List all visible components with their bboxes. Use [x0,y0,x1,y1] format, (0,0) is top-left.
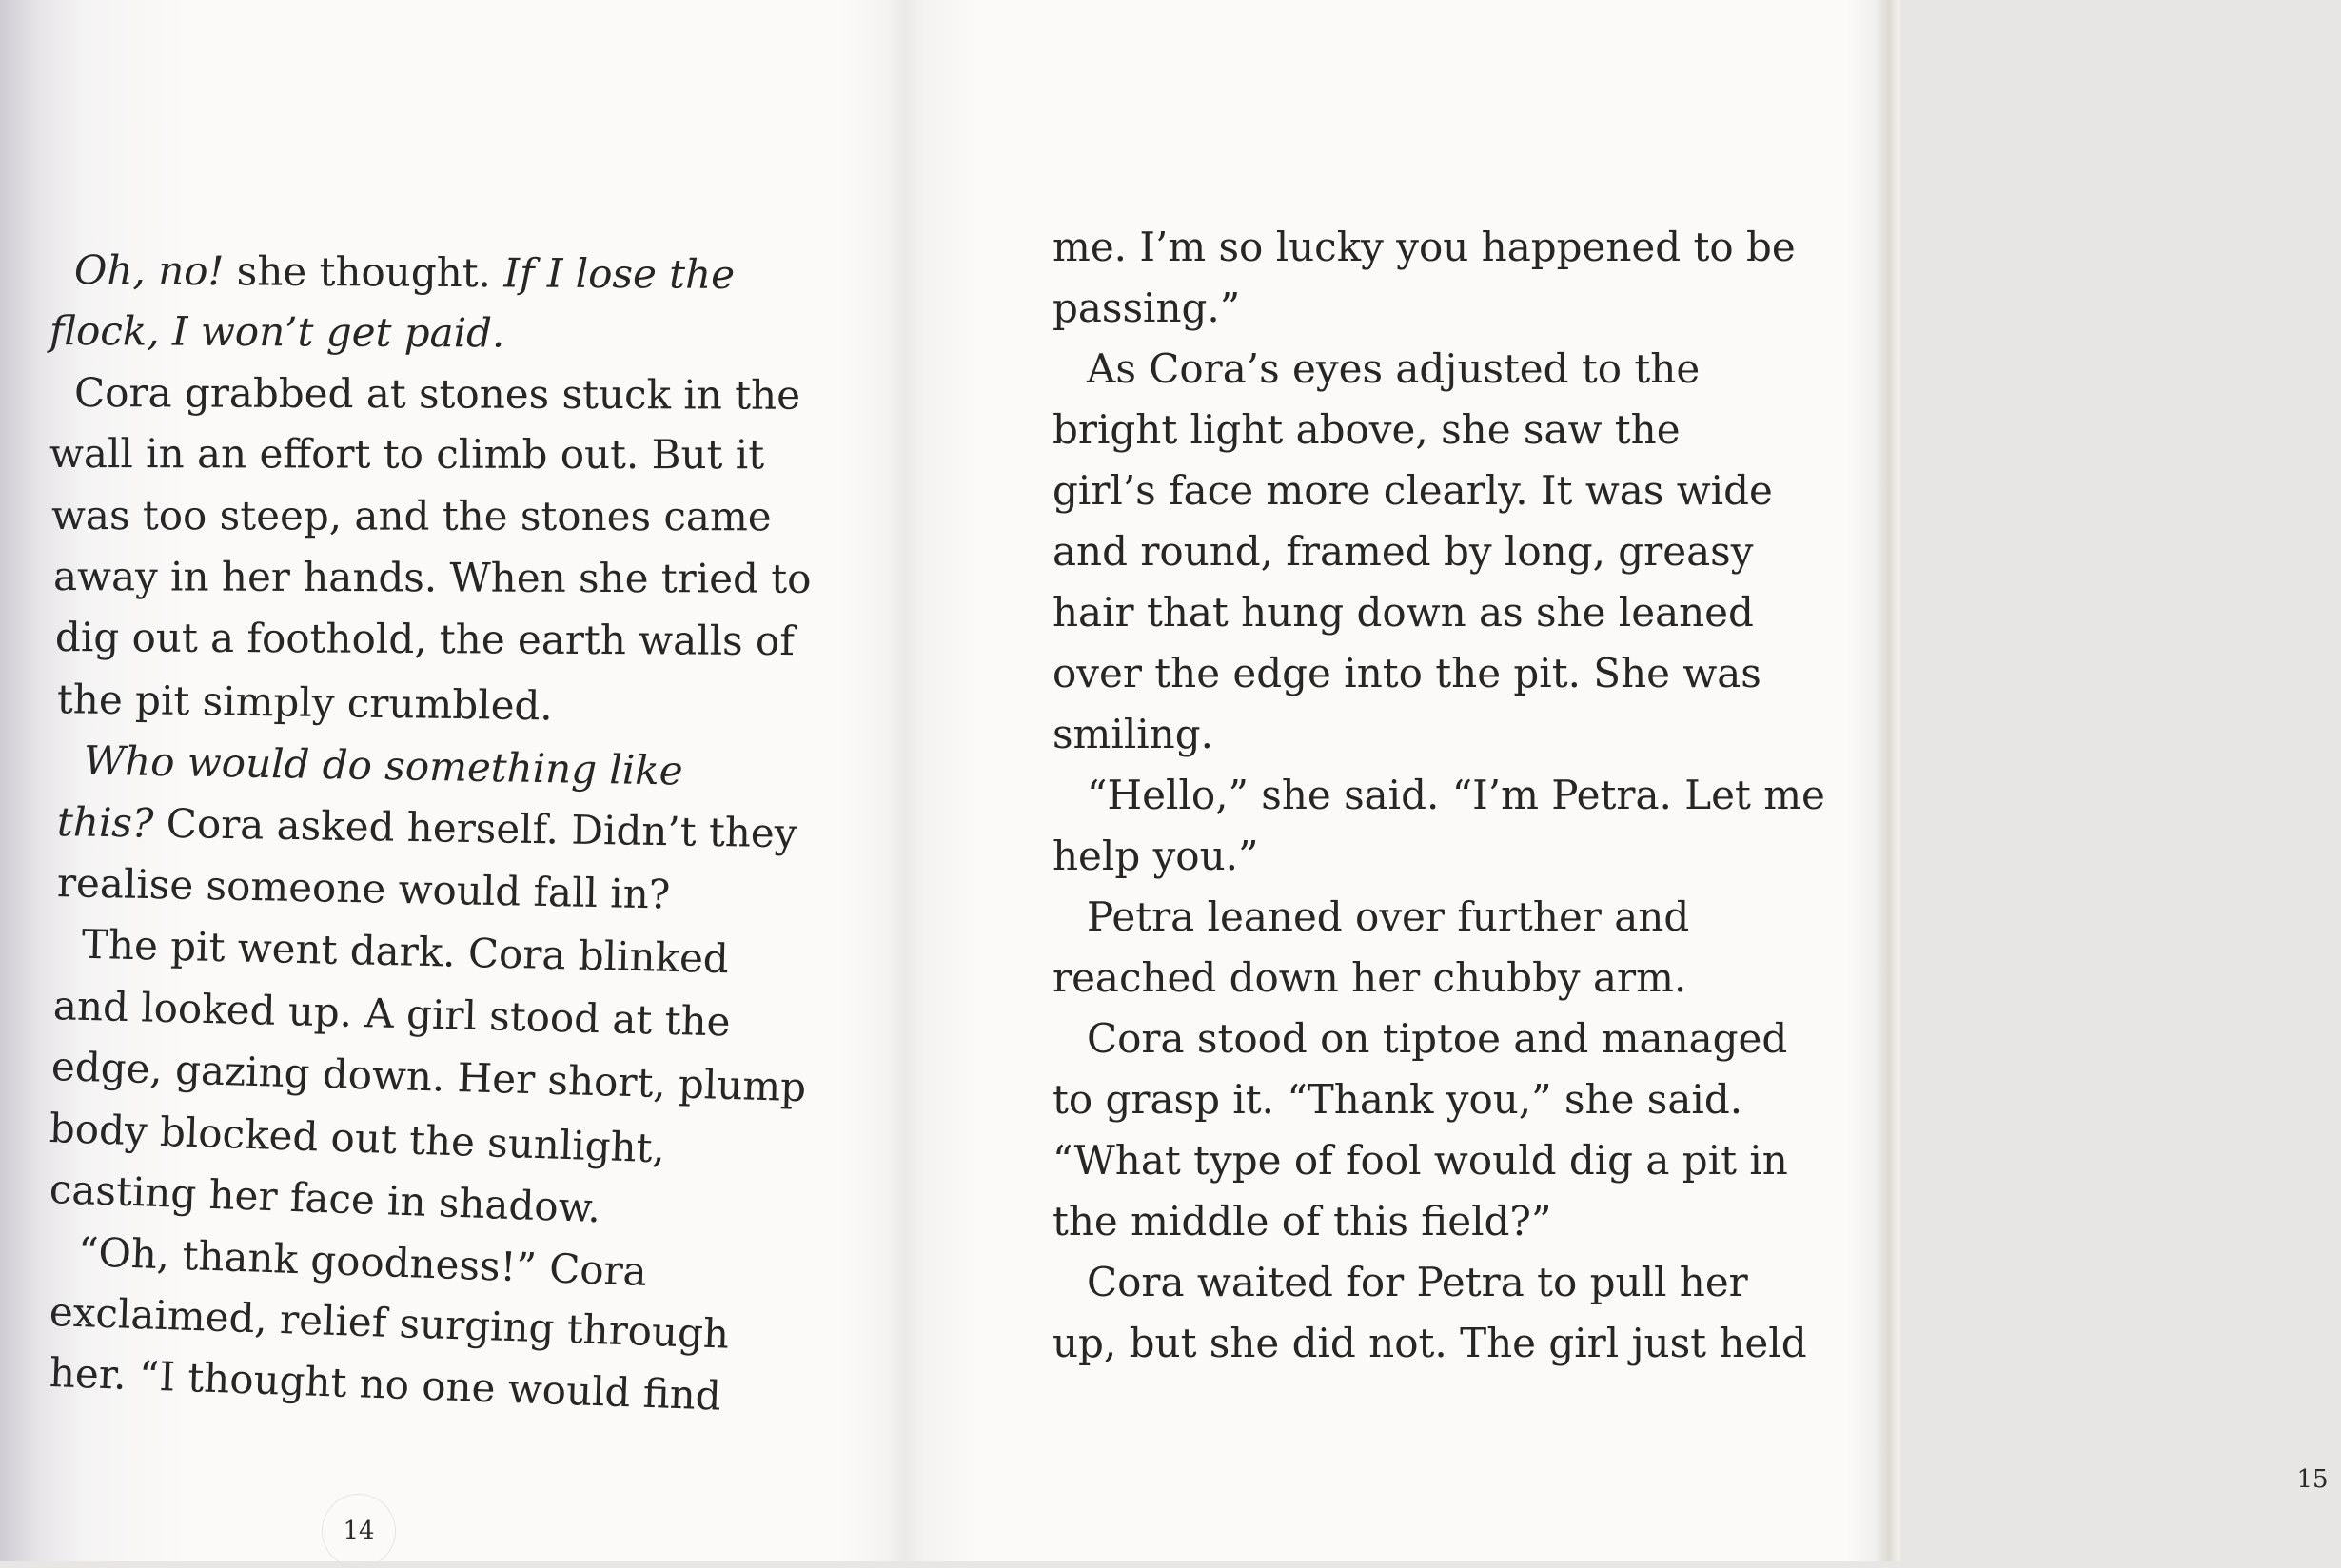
text-line [1052,1009,1804,1069]
text-line [1052,461,1804,521]
text-run: “Hello,” she said. “I’m Petra. Let me [1087,772,1825,818]
text-run: The pit went dark. Cora blinked [81,921,730,983]
text-line [1052,400,1804,461]
italic-text: flock, I won’t get paid. [49,307,505,357]
right-page-number: 15 [2296,1465,2329,1494]
text-line [1052,582,1804,643]
left-page-number: 14 [322,1494,396,1568]
right-page [904,0,2329,1561]
italic-text: Oh, no! [73,246,225,295]
text-run: she thought. [224,247,504,297]
text-run: Cora asked herself. Didn’t they [153,799,797,856]
left-page-body [49,240,812,1420]
text-run: Petra leaned over further and [1087,893,1690,940]
text-line [1052,217,1804,278]
text-line [49,485,773,548]
text-run: Cora grabbed at stones stuck in the [73,368,801,419]
text-line [1052,948,1804,1009]
text-line [1052,887,1804,948]
left-page [0,0,904,1561]
text-run: casting her face in shadow. [49,1166,601,1232]
text-run: Cora waited for Petra to pull her [1087,1259,1748,1305]
text-run: Cora stood on tiptoe and managed [1087,1015,1788,1062]
text-run: “Oh, thank goodness!” Cora [77,1227,648,1295]
text-run: girl’s face more clearly. It was wide [1052,467,1773,514]
text-run: reached down her chubby arm. [1052,954,1687,1001]
text-run: As Cora’s eyes adjusted to the [1087,345,1701,392]
text-run: realise someone would fall in? [56,859,671,918]
text-line [1052,1069,1804,1130]
right-page-body [1052,217,1825,1374]
text-line [1052,278,1804,339]
text-line [1052,704,1804,765]
text-line [1052,1130,1804,1191]
text-run: body blocked out the sunlight, [49,1104,666,1172]
text-run: bright light above, she saw the [1052,406,1681,453]
text-run: “What type of fool would dig a pit in [1052,1137,1788,1184]
text-run: and round, framed by long, greasy [1052,528,1754,575]
text-line [1052,1191,1804,1252]
text-line [49,423,773,486]
text-run: hair that hung down as she leaned [1052,589,1754,636]
text-run: was too steep, and the stones came [50,491,772,539]
text-line [49,363,801,426]
text-line [1052,339,1804,400]
spine-shadow [885,0,923,1561]
text-line [1052,765,1825,826]
text-line [49,240,773,306]
text-run: exclaimed, relief surging through [49,1287,730,1358]
text-line [49,669,774,740]
text-line [49,607,795,672]
text-run: me. I’m so lucky you happened to be [1052,224,1796,270]
text-line [1052,521,1804,582]
text-run: and looked up. A girl stood at the [52,981,732,1046]
text-run: passing.” [1052,284,1241,331]
text-run: wall in an effort to climb out. But it [49,430,765,479]
text-run: the middle of this field?” [1052,1198,1552,1245]
text-run: away in her hands. When she tried to [52,553,812,602]
text-line [1052,1313,1807,1374]
text-line [1052,826,1804,887]
text-run: to grasp it. “Thank you,” she said. [1052,1076,1743,1123]
text-line [49,301,773,365]
italic-text: Who would do something like [83,736,684,794]
text-run: help you.” [1052,833,1259,879]
text-run: edge, gazing down. Her short, plump [50,1043,807,1111]
italic-text: this? [56,797,154,847]
text-line [1052,1252,1804,1313]
text-line [49,792,797,864]
text-run: dig out a foothold, the earth walls of [54,614,795,665]
text-run: over the edge into the pit. She was [1052,650,1761,696]
text-run: her. “I thought no one would find [49,1349,722,1420]
text-run: smiling. [1052,711,1213,757]
text-line [1052,643,1804,704]
italic-text: If I lose the [503,249,736,299]
text-line [49,546,812,610]
text-run: the pit simply crumbled. [56,675,554,730]
text-run: up, but she did not. The girl just held [1052,1320,1807,1366]
